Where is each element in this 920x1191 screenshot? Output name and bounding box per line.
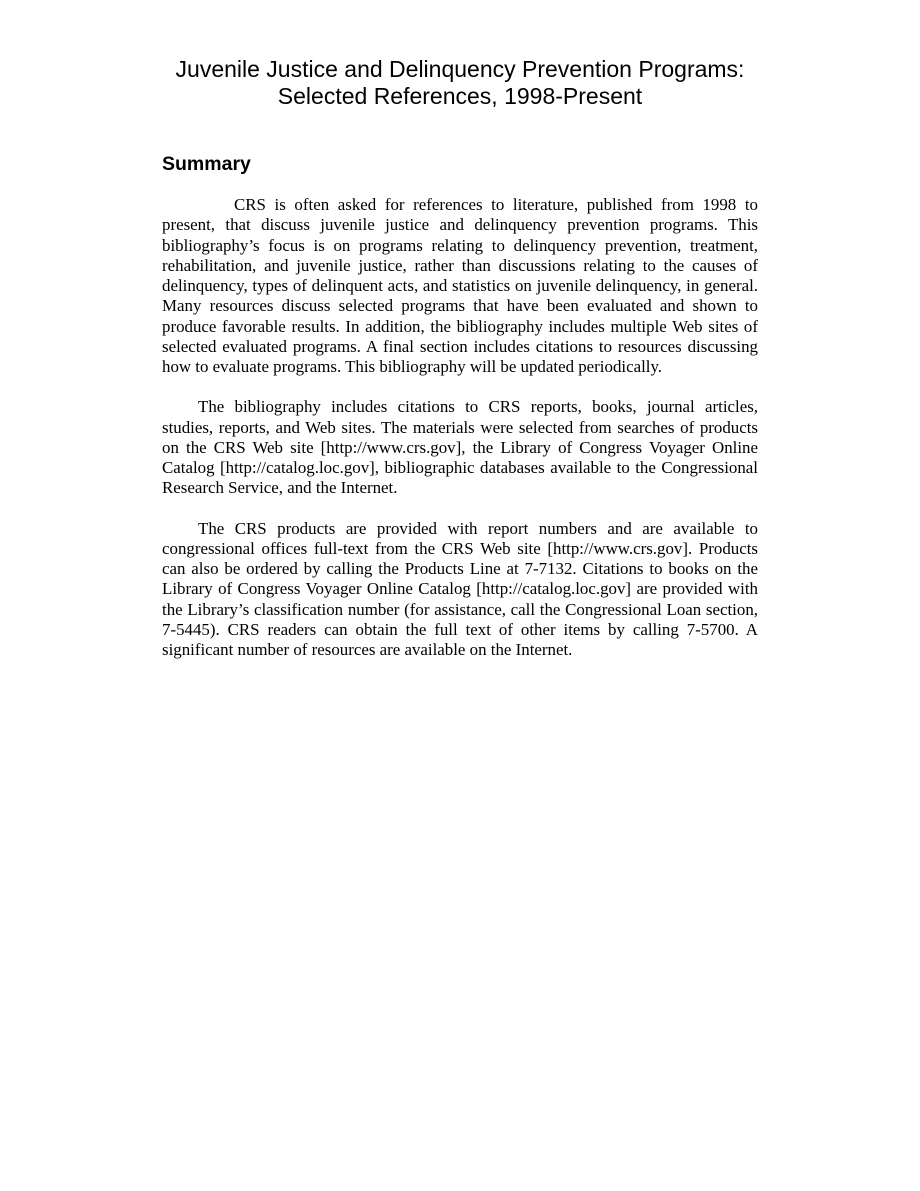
document-title [162,56,758,110]
title-line-1: Juvenile Justice and Delinquency Prevention Programs: [175,56,745,82]
document-page [162,56,758,660]
section-heading-summary: Summary [162,153,251,175]
summary-paragraph-1: CRS is often asked for references to literature, published from 1998 to present, that discuss juvenile justice and delinquency prevention programs. This bibliography’s focus is on programs relating to delinquency prevention, treatment, rehabilitation, and juvenile justice, rather than discussions relating to the causes of delinquency, types of delinquent acts, and statistics on juvenile delinquency, in general. Many resources discuss selected programs that have been evaluated and shown to produce favorable results. In addition, the bibliography includes multiple Web sites of selected evaluated programs. A final section includes citations to resources discussing how to evaluate programs. This bibliography will be updated periodically. [162,195,758,376]
summary-paragraph-3: The CRS products are provided with report numbers and are available to congressional offices full-text from the CRS Web site [http://www.crs.gov]. Products can also be ordered by calling the Products Line at 7-7132. Citations to books on the Library of Congress Voyager Online Catalog [http://catalog.loc.gov] are provided with the Library’s classification number (for assistance, call the Congressional Loan section, 7-5445). CRS readers can obtain the full text of other items by calling 7-5700. A significant number of resources are available on the Internet. [162,518,758,659]
summary-paragraph-2: The bibliography includes citations to CRS reports, books, journal articles, studies, reports, and Web sites. The materials were selected from searches of products on the CRS Web site [http://www.crs.gov], the Library of Congress Voyager Online Catalog [http://catalog.loc.gov], bibliographic databases available to the Congressional Research Service, and the Internet. [162,397,758,498]
title-line-2: Selected References, 1998-Present [277,83,643,109]
